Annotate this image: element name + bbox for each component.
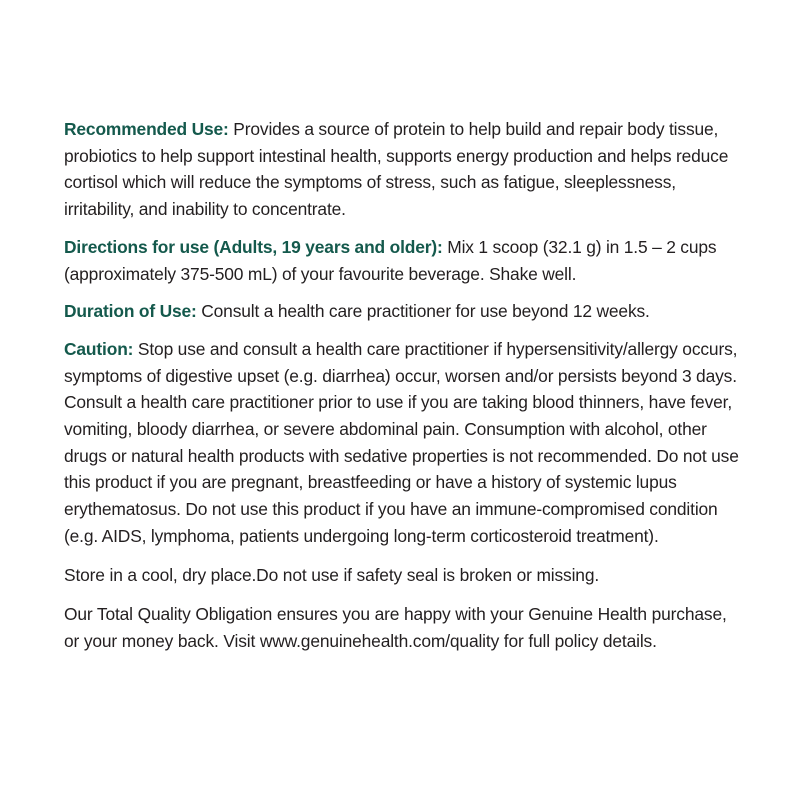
section-body-recommended-use: Provides a source of protein to help build and repair body tissue, probiotics to help support intestinal health, supports energy production and helps reduce cortisol which will reduce the symptoms of stress, such as fatigue, sleeplessness, irritability, and inability to concentrate. xyxy=(64,119,729,220)
quality-guarantee-note: Our Total Quality Obligation ensures you are happy with your Genuine Health purchase, or your money back. Visit www.genuinehealth.com/quality for full policy details. xyxy=(64,604,727,651)
section-heading-caution: Caution: xyxy=(64,338,134,359)
section-heading-recommended-use: Recommended Use: xyxy=(64,119,229,139)
section-recommended-use xyxy=(64,116,744,223)
section-duration-of-use xyxy=(64,298,744,325)
section-body-directions-for-use: Mix 1 scoop (32.1 g) in 1.5 – 2 cups (approximately 375-500 mL) of your favourite beverage. Shake well. xyxy=(64,236,717,284)
section-caution xyxy=(64,336,744,550)
section-body-duration-of-use: Consult a health care practitioner for use beyond 12 weeks. xyxy=(196,301,650,322)
section-body-caution: Stop use and consult a health care practitioner if hypersensitivity/allergy occurs, symptoms of digestive upset (e.g. diarrhea) occur, worsen and/or persists beyond 3 days. Consult a health care practitioner prior to use if you are taking blood thinners, have fever, vomiting, bloody diarrhea, or severe abdominal pain. Consumption with alcohol, other drugs or natural health products with sedative properties is not recommended. Do not use this product if you are pregnant, breastfeeding or have a history of systemic lupus erythematosus. Do not use this product if you have an immune-compromised condition (e.g. AIDS, lymphoma, patients undergoing long-term corticosteroid treatment). xyxy=(64,338,739,546)
label-text-content xyxy=(64,116,744,666)
storage-note: Store in a cool, dry place.Do not use if safety seal is broken or missing. xyxy=(64,564,600,585)
section-heading-directions-for-use: Directions for use (Adults, 19 years and older): xyxy=(64,236,443,257)
section-heading-duration-of-use: Duration of Use: xyxy=(64,301,197,322)
section-directions-for-use xyxy=(64,234,744,287)
